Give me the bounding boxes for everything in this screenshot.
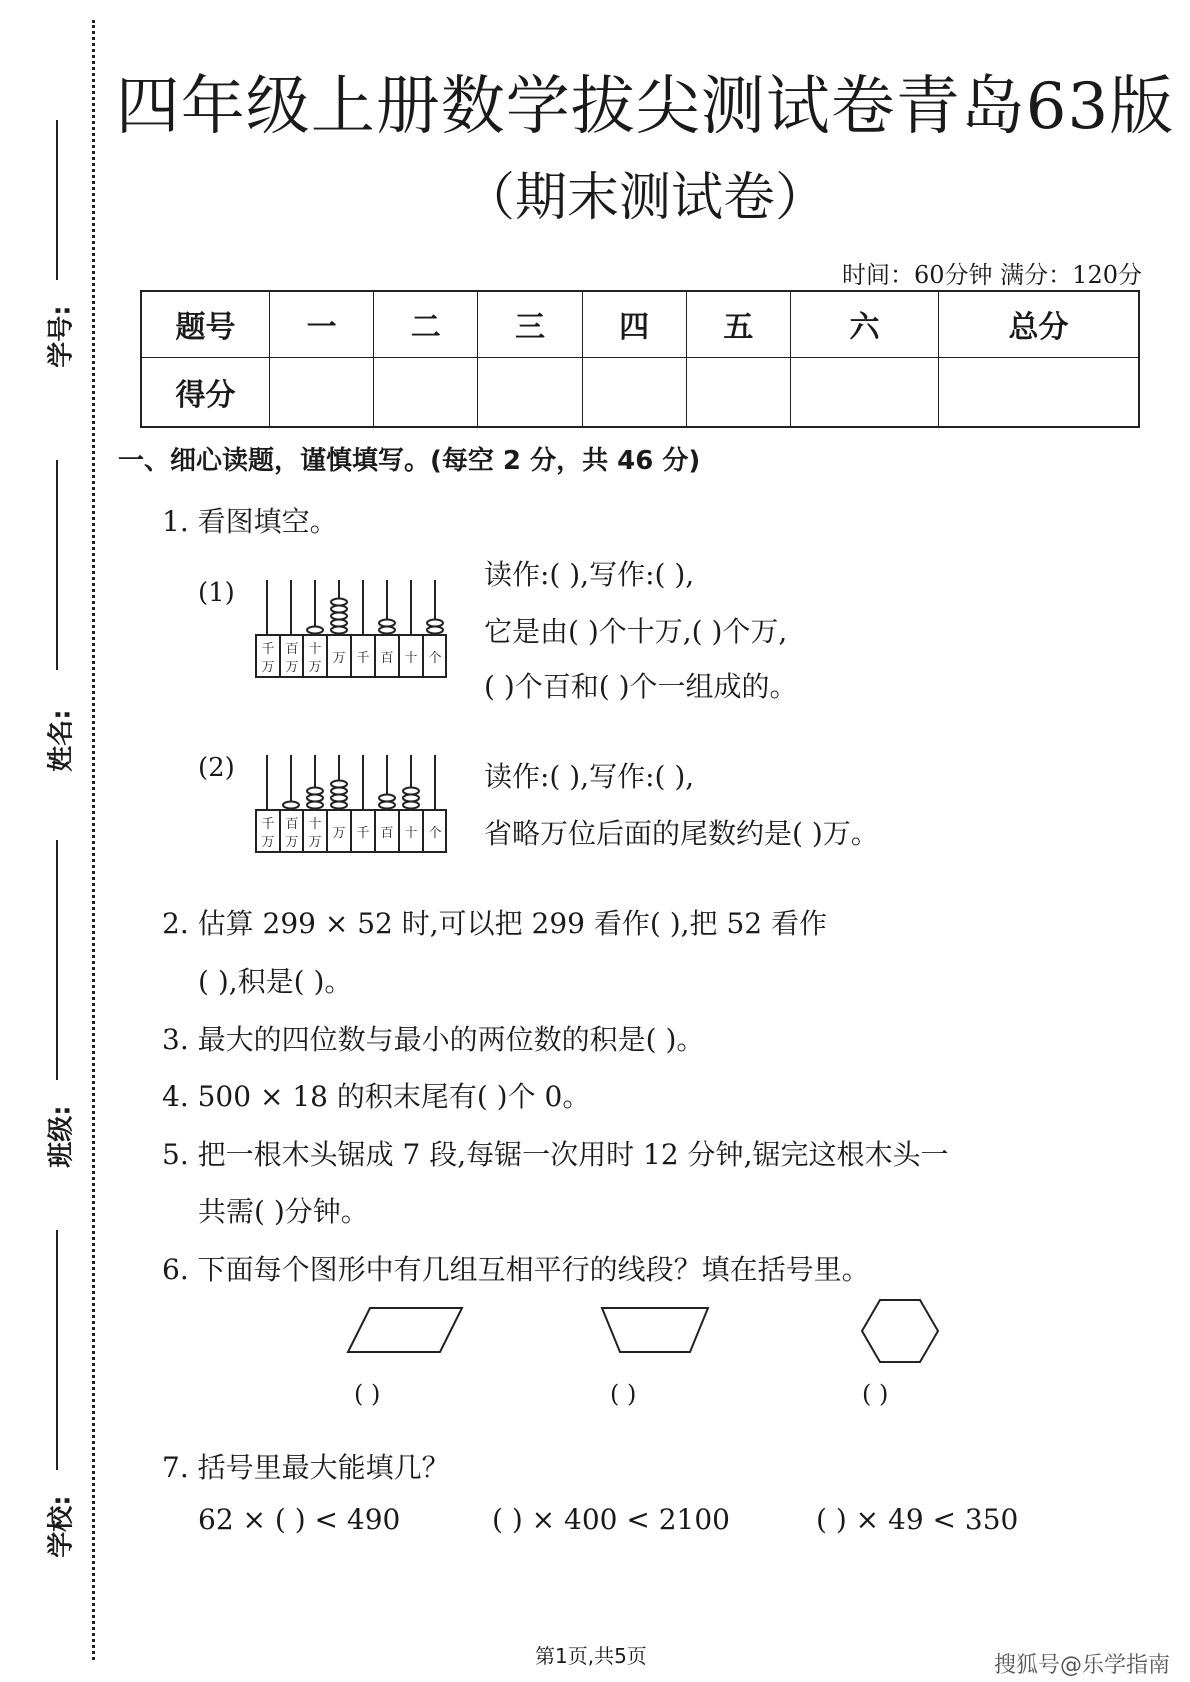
score-cell[interactable] [938, 357, 1139, 427]
score-col-total: 总分 [938, 291, 1139, 357]
score-table [140, 290, 1140, 428]
q1-part2-label: (2) [198, 753, 235, 783]
abacus-1 [255, 575, 455, 680]
hexagon-shape [858, 1296, 942, 1366]
q7-item-3: ( ) × 49 < 350 [816, 1503, 1019, 1536]
q7-stem: 7. 括号里最大能填几？ [162, 1451, 450, 1484]
score-row-label: 得分 [141, 357, 270, 427]
svg-text:十: 十 [404, 826, 418, 841]
q4: 4. 500 × 18 的积末尾有( )个 0。 [162, 1080, 591, 1113]
q5-line1: 5. 把一根木头锯成 7 段,每锯一次用时 12 分钟,锯完这根木头一 [162, 1138, 949, 1171]
student-id-rule [56, 120, 58, 280]
svg-text:万: 万 [332, 651, 346, 666]
q2-line2: ( ),积是( )。 [198, 965, 353, 998]
svg-text:万: 万 [285, 660, 299, 675]
school-label: 学校: [46, 1495, 77, 1558]
score-col-4: 四 [582, 291, 686, 357]
svg-text:十: 十 [404, 651, 418, 666]
time-info: 时间：60分钟 满分：120分 [842, 261, 1142, 289]
svg-text:万: 万 [332, 826, 346, 841]
svg-text:百: 百 [380, 651, 394, 666]
school-rule [56, 1230, 58, 1470]
svg-text:个: 个 [428, 826, 442, 841]
page-number: 第1页,共5页 [535, 1644, 647, 1668]
score-table-header-label: 题号 [141, 291, 270, 357]
q1-part1-line1: 读作:( ),写作:( ), [484, 558, 695, 591]
name-label: 姓名: [46, 709, 77, 772]
svg-text:百: 百 [285, 642, 299, 657]
svg-text:十: 十 [308, 817, 322, 832]
svg-text:千: 千 [356, 651, 370, 666]
q1-part1-label: (1) [198, 578, 235, 608]
place-qianwan-1: 千 [261, 642, 275, 657]
abacus-2 [255, 750, 455, 855]
q6-blank-3[interactable]: ( ) [862, 1380, 889, 1408]
score-cell[interactable] [582, 357, 686, 427]
svg-text:百: 百 [285, 817, 299, 832]
name-rule [56, 460, 58, 670]
q2-line1: 2. 估算 299 × 52 时,可以把 299 看作( ),把 52 看作 [162, 907, 827, 940]
svg-text:千: 千 [356, 826, 370, 841]
parallelogram-shape [340, 1300, 470, 1360]
svg-text:万: 万 [308, 835, 322, 850]
q1-part1-line3: ( )个百和( )个一组成的。 [484, 670, 798, 703]
svg-text:万: 万 [261, 835, 275, 850]
q5-line2: 共需( )分钟。 [198, 1195, 369, 1228]
score-col-5: 五 [686, 291, 790, 357]
trapezoid-shape [596, 1300, 716, 1360]
score-cell[interactable] [686, 357, 790, 427]
svg-text:千: 千 [261, 817, 275, 832]
svg-text:万: 万 [285, 835, 299, 850]
svg-text:万: 万 [261, 660, 275, 675]
score-cell[interactable] [478, 357, 582, 427]
class-label: 班级: [46, 1105, 77, 1168]
q6-stem: 6. 下面每个图形中有几组互相平行的线段？填在括号里。 [162, 1253, 870, 1286]
q6-blank-2[interactable]: ( ) [610, 1380, 637, 1408]
section-heading: 一、细心读题，谨慎填写。(每空 2 分，共 46 分) [118, 446, 701, 476]
svg-text:个: 个 [428, 651, 442, 666]
score-col-3: 三 [478, 291, 582, 357]
q6-blank-1[interactable]: ( ) [354, 1380, 381, 1408]
score-col-6: 六 [790, 291, 938, 357]
page-title: 四年级上册数学拔尖测试卷青岛63版 [115, 70, 1175, 144]
score-cell[interactable] [790, 357, 938, 427]
svg-text:百: 百 [380, 826, 394, 841]
q3: 3. 最大的四位数与最小的两位数的积是( )。 [162, 1023, 705, 1056]
student-id-label: 学号: [46, 305, 77, 368]
class-rule [56, 840, 58, 1080]
q7-item-2: ( ) × 400 < 2100 [492, 1503, 730, 1536]
svg-text:万: 万 [308, 660, 322, 675]
q1-part1-line2: 它是由( )个十万,( )个万, [484, 615, 788, 648]
score-col-2: 二 [374, 291, 478, 357]
score-col-1: 一 [270, 291, 374, 357]
q7-item-1: 62 × ( ) < 490 [198, 1503, 401, 1536]
score-cell[interactable] [374, 357, 478, 427]
q1-part2-line2: 省略万位后面的尾数约是( )万。 [484, 817, 879, 850]
score-cell[interactable] [270, 357, 374, 427]
page-subtitle: （期末测试卷） [462, 168, 827, 228]
cut-line [92, 20, 95, 1660]
q1-stem: 1. 看图填空。 [162, 505, 338, 538]
watermark: 搜狐号@乐学指南 [993, 1653, 1170, 1678]
svg-text:十: 十 [308, 642, 322, 657]
q1-part2-line1: 读作:( ),写作:( ), [484, 760, 695, 793]
